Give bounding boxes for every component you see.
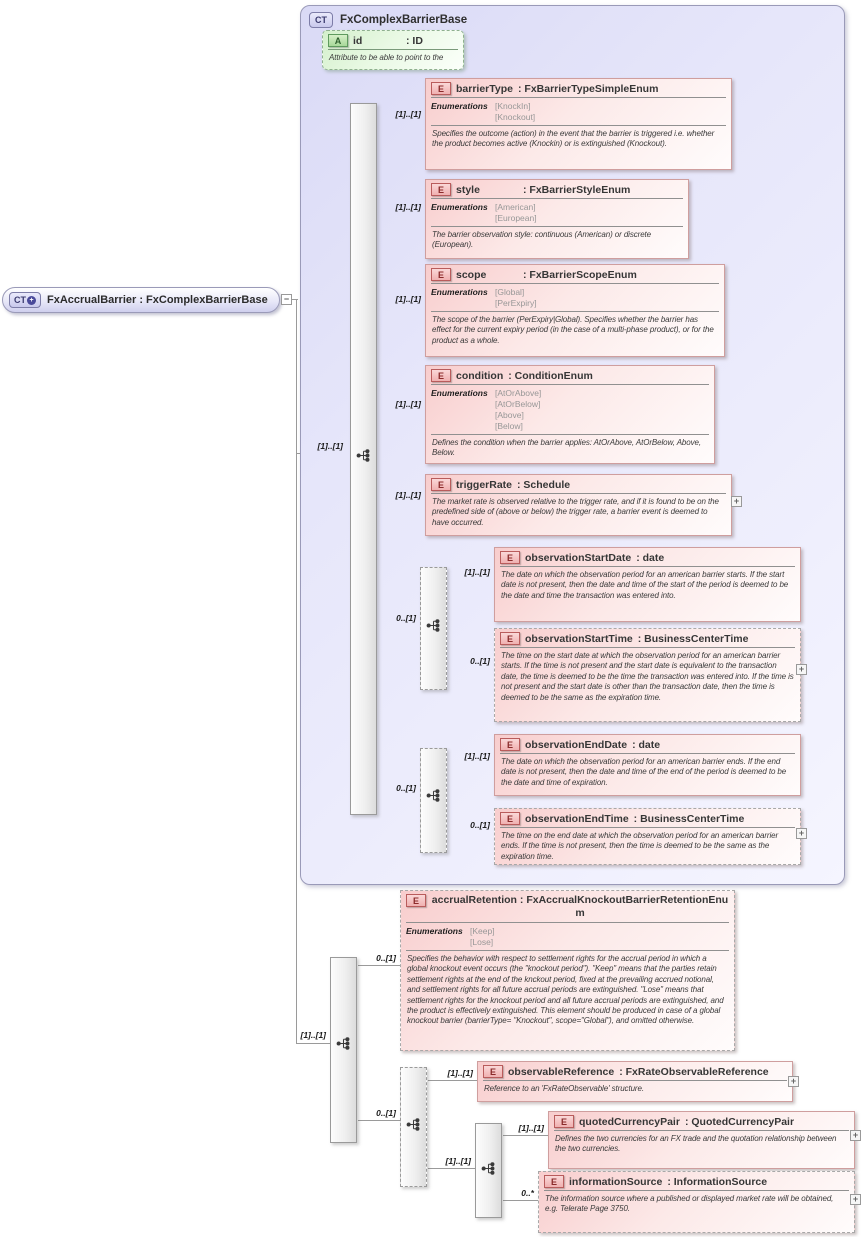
attribute-icon: A — [328, 34, 348, 47]
cardinality-label: [1]..[1] — [518, 1123, 544, 1133]
element-type: : BusinessCenterTime — [637, 632, 749, 645]
element-annotation: Defines the two currencies for an FX trade and the quotation relationship between the two currencies. — [555, 1134, 837, 1154]
cardinality-label: 0..* — [521, 1188, 534, 1198]
element-annotation: The market rate is observed relative to the trigger rate, and if it is found to be on the predefined side of (above or below) the trigger rate, a barrier event is deemed to have occurred. — [432, 497, 719, 527]
element-name: observationStartTime — [525, 632, 633, 645]
element-condition-box[interactable] — [425, 365, 715, 464]
enum-value: [Keep] — [470, 926, 495, 937]
element-icon: E — [431, 369, 451, 382]
expand-button[interactable]: + — [731, 496, 742, 507]
element-name: triggerRate — [456, 478, 513, 491]
element-observationStartTime-box[interactable] — [494, 628, 801, 722]
sequence-icon — [406, 1117, 421, 1132]
sequence-icon — [356, 448, 371, 463]
element-icon: E — [500, 632, 520, 645]
attribute-name: id — [353, 34, 363, 47]
element-icon: E — [431, 183, 451, 196]
element-name: barrierType — [456, 82, 513, 95]
plus-badge-icon: + — [27, 296, 36, 305]
cardinality-label: [1]..[1] — [447, 1068, 473, 1078]
element-accrualRetention-box[interactable] — [400, 890, 735, 1051]
element-type: : FxBarrierTypeSimpleEnum — [518, 82, 659, 95]
element-barrierType-box[interactable] — [425, 78, 732, 170]
element-annotation: The date on which the observation period for an american barrier starts. If the start date is not present, then the date and time of the start of the period is deemed to be the date and time the transaction was entered into. — [501, 570, 789, 600]
element-title — [549, 1112, 854, 1130]
element-annotation: The time on the end date at which the observation period for an american barrier ends. If the time is not present, then the time is deemed to be the same as the expiration time. — [501, 831, 779, 861]
enum-value: [Global] — [495, 287, 525, 297]
cardinality-label: 0..[1] — [470, 820, 490, 830]
container-header — [309, 12, 467, 28]
enumerations-label: Enumerations — [431, 101, 488, 111]
element-annotation: The scope of the barrier (PerExpiry|Global). Specifies whether the barrier has effect for the current expiry period (in the case of a multi-phase product), or for the product as a whole. — [432, 314, 714, 345]
element-icon: E — [500, 551, 520, 564]
element-title — [495, 629, 800, 647]
element-title — [426, 265, 724, 283]
element-icon: E — [554, 1115, 574, 1128]
enumerations-row — [426, 284, 724, 311]
cardinality-label: 0..[1] — [396, 613, 416, 623]
cardinality-label: [1]..[1] — [300, 1030, 326, 1040]
element-annotation: Reference to an 'FxRateObservable' structure. — [484, 1084, 644, 1093]
enum-value: [PerExpiry] — [495, 297, 537, 308]
element-triggerRate-box[interactable] — [425, 474, 732, 536]
connector-line — [296, 299, 297, 1043]
element-observationStartDate-box[interactable] — [494, 547, 801, 622]
container-title: FxComplexBarrierBase — [340, 14, 468, 26]
element-type: : BusinessCenterTime — [633, 812, 745, 825]
enum-value: [Below] — [495, 420, 523, 431]
element-quotedCurrencyPair-box[interactable] — [548, 1111, 855, 1169]
cardinality-label: [1]..[1] — [395, 490, 421, 500]
element-title — [426, 366, 714, 384]
element-icon: E — [500, 812, 520, 825]
cardinality-label: [1]..[1] — [395, 202, 421, 212]
cardinality-label: 0..[1] — [470, 656, 490, 666]
expand-button[interactable]: + — [850, 1130, 861, 1141]
attribute-type: : ID — [406, 34, 423, 47]
element-name: observationEndTime — [525, 812, 629, 825]
element-name: condition — [456, 369, 504, 382]
element-type: : FxRateObservableReference — [619, 1065, 769, 1078]
attribute-title — [323, 31, 463, 49]
element-name: accrualRetention — [431, 894, 517, 906]
connector-line — [358, 1120, 400, 1121]
enum-value: [American] — [495, 202, 536, 212]
expand-button[interactable]: + — [796, 828, 807, 839]
cardinality-label: 0..[1] — [396, 783, 416, 793]
element-type: : QuotedCurrencyPair — [684, 1115, 795, 1128]
ct-icon-label: CT — [14, 295, 26, 305]
element-annotation: The information source where a published or displayed market rate will be obtained, e.g. Telerate Page 3750. — [545, 1194, 834, 1214]
element-title — [539, 1172, 854, 1190]
collapse-toggle[interactable]: − — [281, 294, 292, 305]
connector-line — [428, 1080, 477, 1081]
enum-value: [Lose] — [470, 937, 494, 948]
enumerations-row — [426, 98, 731, 125]
element-name: quotedCurrencyPair — [579, 1115, 680, 1128]
element-observationEndDate-box[interactable] — [494, 734, 801, 796]
sequence-icon — [426, 788, 441, 803]
cardinality-label: [1]..[1] — [445, 1156, 471, 1166]
cardinality-label: [1]..[1] — [317, 441, 343, 451]
element-icon: E — [431, 268, 451, 281]
element-annotation: Specifies the outcome (action) in the event that the barrier is triggered i.e. whether the product becomes active (Knockin) or is extinguished (Knockout). — [432, 128, 715, 149]
enumerations-label: Enumerations — [431, 287, 488, 297]
enum-value: [Above] — [495, 409, 524, 420]
cardinality-label: [1]..[1] — [395, 109, 421, 119]
element-scope-box[interactable] — [425, 264, 725, 357]
root-element-label: FxAccrualBarrier : FxComplexBarrierBase — [47, 294, 268, 306]
connector-line — [503, 1200, 538, 1201]
root-element-FxAccrualBarrier[interactable] — [2, 287, 280, 313]
element-icon: E — [544, 1175, 564, 1188]
enum-value: [European] — [495, 212, 537, 223]
element-icon: E — [500, 738, 520, 751]
enumerations-row — [401, 923, 734, 950]
complex-type-plus-icon — [9, 292, 41, 308]
element-name: informationSource — [569, 1175, 663, 1188]
complex-type-icon: CT — [309, 12, 333, 28]
enum-value: [AtOrAbove] — [495, 388, 542, 398]
element-annotation: The barrier observation style: continuous (American) or discrete (European). — [432, 229, 652, 250]
enumerations-label: Enumerations — [431, 388, 488, 398]
enumerations-label: Enumerations — [406, 926, 463, 937]
element-type: : date — [632, 738, 661, 751]
element-type: : InformationSource — [667, 1175, 768, 1188]
element-title — [426, 180, 688, 198]
sequence-icon — [336, 1036, 351, 1051]
element-icon: E — [431, 82, 451, 95]
element-observableReference-box[interactable] — [477, 1061, 793, 1102]
connector-line — [503, 1135, 548, 1136]
element-icon: E — [406, 894, 426, 907]
element-annotation: Defines the condition when the barrier applies: AtOrAbove, AtOrBelow, Above, Below. — [432, 437, 701, 457]
cardinality-label: [1]..[1] — [464, 751, 490, 761]
element-observationEndTime-box[interactable] — [494, 808, 801, 865]
element-name: observationStartDate — [525, 551, 632, 564]
enum-value: [Knockout] — [495, 111, 536, 122]
element-name: scope — [456, 268, 487, 281]
sequence-icon — [481, 1161, 496, 1176]
cardinality-label: [1]..[1] — [395, 399, 421, 409]
expand-button[interactable]: + — [796, 664, 807, 675]
connector-line — [296, 1043, 330, 1044]
element-type: : FxAccrualKnockoutBarrierRetentionEnum — [519, 894, 729, 920]
element-name: observableReference — [508, 1065, 615, 1078]
element-type: : FxBarrierScopeEnum — [523, 268, 637, 281]
element-title — [478, 1062, 792, 1080]
expand-button[interactable]: + — [788, 1076, 799, 1087]
element-icon: E — [431, 478, 451, 491]
element-type: : FxBarrierStyleEnum — [523, 183, 631, 196]
cardinality-label: 0..[1] — [376, 953, 396, 963]
element-name: observationEndDate — [525, 738, 628, 751]
element-name: style — [456, 183, 480, 196]
element-annotation: The date on which the observation period for an american barrier ends. If the end date is not present, then the date and time of the end of the period is deemed to be the date and time of expiration. — [501, 757, 787, 787]
element-type: : ConditionEnum — [508, 369, 593, 382]
cardinality-label: [1]..[1] — [464, 567, 490, 577]
element-style-box[interactable] — [425, 179, 689, 259]
enumerations-label: Enumerations — [431, 202, 488, 212]
connector-line — [292, 299, 298, 300]
element-informationSource-box[interactable] — [538, 1171, 855, 1233]
element-icon: E — [483, 1065, 503, 1078]
expand-button[interactable]: + — [850, 1194, 861, 1205]
attribute-id-box[interactable] — [322, 30, 464, 70]
enum-value: [KnockIn] — [495, 101, 531, 111]
sequence-icon — [426, 618, 441, 633]
element-title — [426, 79, 731, 97]
element-type: : date — [636, 551, 665, 564]
element-title — [495, 809, 800, 827]
connector-line — [358, 965, 400, 966]
element-title — [495, 548, 800, 566]
element-title — [426, 475, 731, 493]
cardinality-label: 0..[1] — [376, 1108, 396, 1118]
cardinality-label: [1]..[1] — [395, 294, 421, 304]
element-annotation: Specifies the behavior with respect to settlement rights for the accrual period in which a global knockout event occurs (the "knockout period"). "Keep" means that the parties retain settlement rights at the end of the knckout period, fixed at the prevailing accrued notional, and settlement rights for all future accrual periods are extinguished. "Lose" means that settlement rights for the knockout period and all future accrual periods are extinguished, and the product is effectively extinguished. This element should be produced in case of a global knockout barrier (barrierType= "Knockout", scope="Global"), and omitted otherwise. — [407, 954, 724, 1026]
element-annotation: The time on the start date at which the observation period for an american barrier starts. If the time is not present and the start date is equivalent to the transaction date, the time is deemed to be the time the transaction was entered into. If the time is not present and the start date is other than the transaction date, then the time is deemed to be the same as the expiration time. — [501, 651, 794, 702]
element-title — [495, 735, 800, 753]
connector-line — [428, 1168, 475, 1169]
element-title — [401, 891, 734, 922]
attribute-annotation: Attribute to be able to point to the — [329, 53, 444, 62]
enumerations-row — [426, 385, 714, 434]
enumerations-row — [426, 199, 688, 226]
enum-value: [AtOrBelow] — [495, 398, 541, 409]
element-type: : Schedule — [517, 478, 571, 491]
